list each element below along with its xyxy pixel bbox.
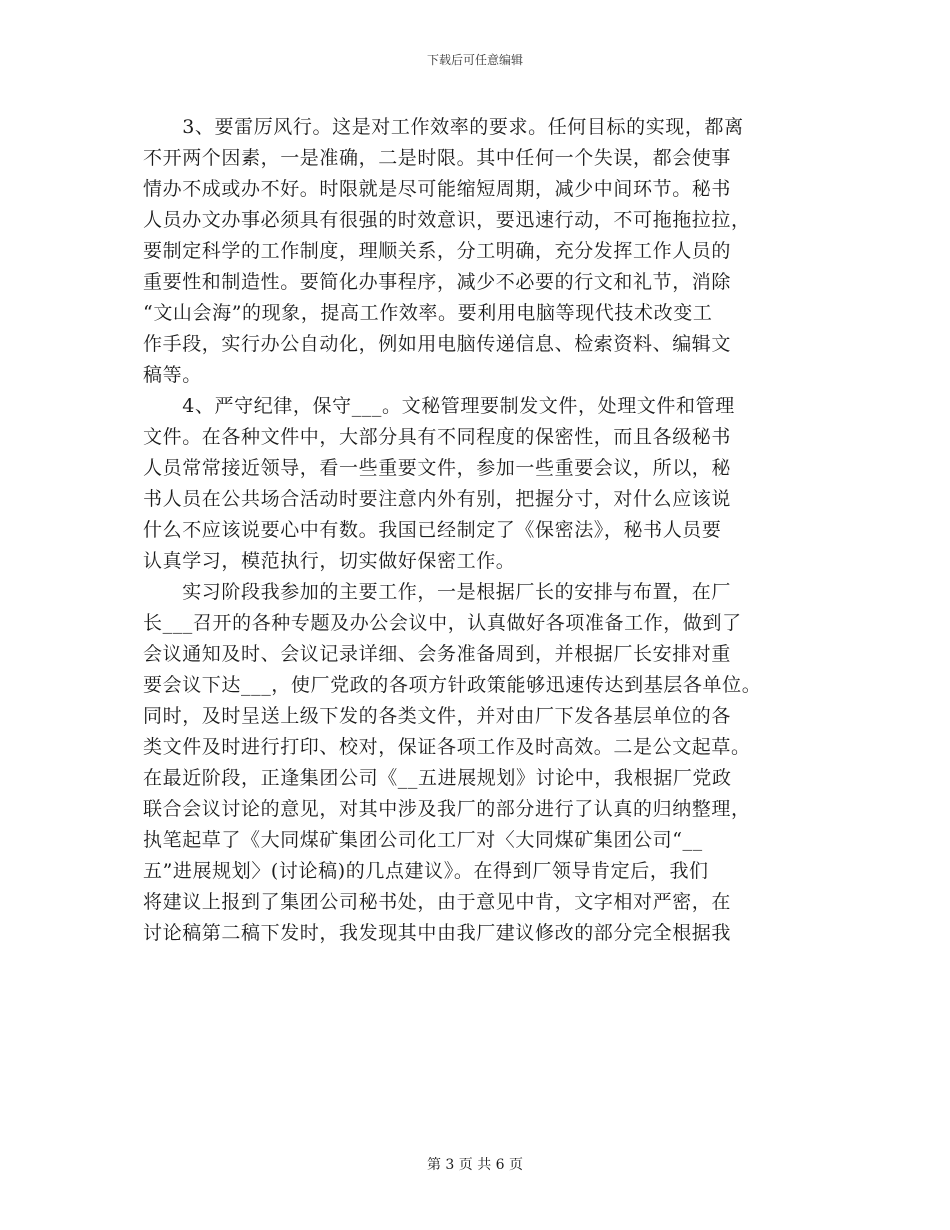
text-line: 类文件及时进行打印、校对，保证各项工作及时高效。二是公文起草。 [143, 736, 751, 758]
text-line: 五”进展规划〉(讨论稿)的几点建议》。在得到厂领导肯定后，我们 [143, 860, 709, 882]
text-line: 不开两个因素，一是准确，二是时限。其中任何一个失误，都会使事 [143, 147, 732, 169]
text-line: 要会议下达___，使厂党政的各项方针政策能够迅速传达到基层各单位。 [143, 674, 762, 696]
text-line: 文件。在各种文件中，大部分具有不同程度的保密性，而且各级秘书 [143, 426, 732, 448]
text-line: 联合会议讨论的意见，对其中涉及我厂的部分进行了认真的归纳整理， [143, 798, 751, 820]
text-line: 稿等。 [143, 364, 202, 386]
body-text [143, 112, 813, 949]
page-footer: 第 3 页 共 6 页 [426, 1157, 524, 1173]
text-line: 将建议上报到了集团公司秘书处，由于意见中肯，文字相对严密，在 [143, 891, 732, 913]
text-line: 作手段，实行办公自动化，例如用电脑传递信息、检索资料、编辑文 [143, 333, 732, 355]
text-line: 情办不成或办不好。时限就是尽可能缩短周期，减少中间环节。秘书 [143, 178, 732, 200]
text-line: 人员办文办事必须具有很强的时效意识，要迅速行动，不可拖拖拉拉， [143, 209, 751, 231]
text-line: 人员常常接近领导，看一些重要文件，参加一些重要会议，所以，秘 [143, 457, 732, 479]
text-line: 执笔起草了《大同煤矿集团公司化工厂对〈大同煤矿集团公司“__ [143, 829, 703, 851]
text-line: 书人员在公共场合活动时要注意内外有别，把握分寸，对什么应该说 [143, 488, 732, 510]
text-line: 什么不应该说要心中有数。我国已经制定了《保密法》，秘书人员要 [143, 519, 722, 541]
text-line: 实习阶段我参加的主要工作，一是根据厂长的安排与布置，在厂 [143, 581, 732, 603]
text-line: 同时，及时呈送上级下发的各类文件，并对由厂下发各基层单位的各 [143, 705, 732, 727]
text-line: 讨论稿第二稿下发时，我发现其中由我厂建议修改的部分完全根据我 [143, 922, 732, 944]
text-line: 4、严守纪律，保守___。文秘管理要制发文件，处理文件和管理 [143, 395, 735, 417]
page-header: 下载后可任意编辑 [426, 53, 523, 67]
text-line: 长___召开的各种专题及办公会议中，认真做好各项准备工作，做到了 [143, 612, 742, 634]
text-line: 会议通知及时、会议记录详细、会务准备周到，并根据厂长安排对重 [143, 643, 732, 665]
text-line: 重要性和制造性。要简化办事程序，减少不必要的行文和礼节，消除 [143, 271, 732, 293]
text-line: 在最近阶段，正逢集团公司《__五进展规划》讨论中，我根据厂党政 [143, 767, 732, 789]
text-line: 认真学习，模范执行，切实做好保密工作。 [143, 550, 516, 572]
text-line: 3、要雷厉风行。这是对工作效率的要求。任何目标的实现，都离 [143, 116, 744, 138]
text-line: 要制定科学的工作制度，理顺关系，分工明确，充分发挥工作人员的 [143, 240, 732, 262]
text-line: “文山会海”的现象，提高工作效率。要利用电脑等现代技术改变工 [143, 302, 713, 324]
